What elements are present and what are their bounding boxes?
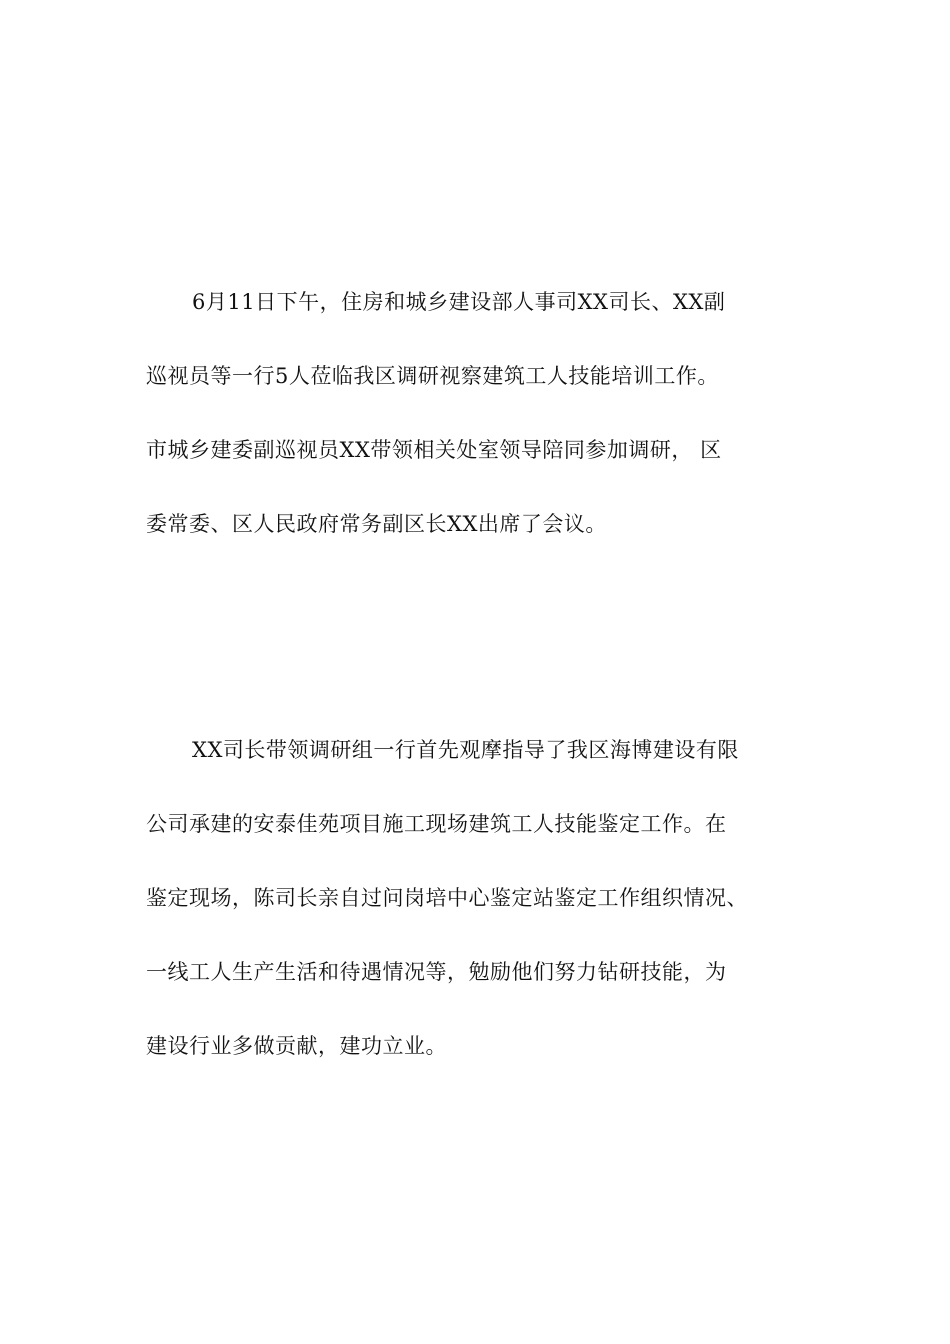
paragraph-line: 一线工人生产生活和待遇情况等，勉励他们努力钻研技能，为: [146, 960, 727, 984]
paragraph-line: 鉴定现场，陈司长亲自过问岗培中心鉴定站鉴定工作组织情况、: [146, 886, 748, 910]
paragraph-line: 市城乡建委副巡视员XX带领相关处室领导陪同参加调研， 区: [146, 438, 722, 462]
paragraph-line: 巡视员等一行5人莅临我区调研视察建筑工人技能培训工作。: [146, 364, 719, 388]
paragraph-line: XX司长带领调研组一行首先观摩指导了我区海博建设有限: [192, 738, 739, 762]
paragraph-2: [146, 734, 811, 1104]
paragraph-line: 6月11日下午，住房和城乡建设部人事司XX司长、XX副: [192, 290, 726, 314]
paragraph-line: 建设行业多做贡献，建功立业。: [146, 1034, 447, 1058]
paragraph-line: 公司承建的安泰佳苑项目施工现场建筑工人技能鉴定工作。在: [146, 812, 727, 836]
paragraph-line: 委常委、区人民政府常务副区长XX出席了会议。: [146, 512, 607, 536]
paragraph-1: [146, 286, 811, 582]
